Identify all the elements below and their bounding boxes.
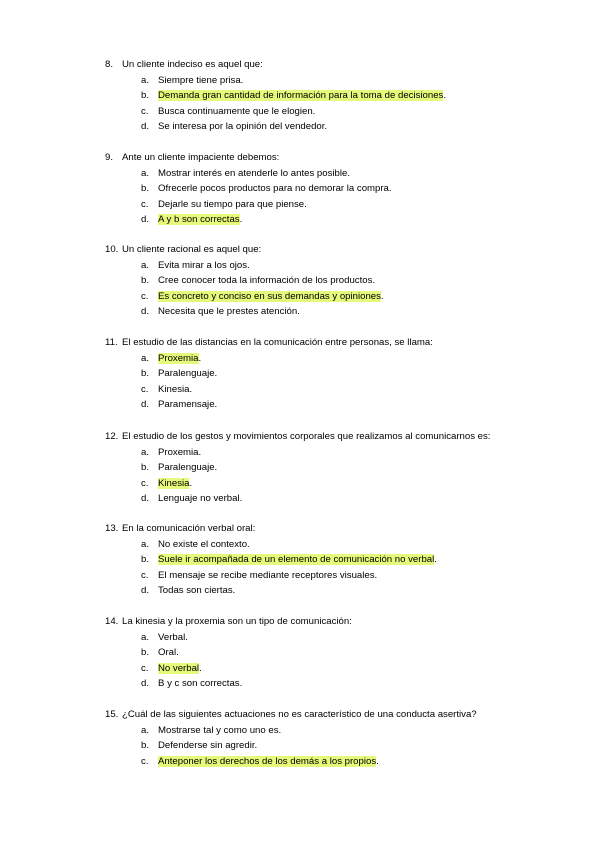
- option-text-wrapper: [158, 397, 217, 413]
- answer-option: [0, 537, 600, 553]
- option-letter: d.: [141, 214, 150, 225]
- option-text: Evita mirar a los ojos.: [158, 259, 250, 271]
- answer-option: [0, 568, 600, 584]
- option-text-wrapper: [158, 212, 242, 228]
- option-text: Todas son ciertas.: [158, 585, 236, 596]
- option-text-wrapper: [158, 583, 235, 599]
- highlighted-answer: Demanda gran cantidad de información para la toma de decisiones: [158, 90, 444, 101]
- option-letter: b.: [141, 183, 150, 194]
- option-suffix: .: [199, 662, 202, 674]
- option-text-wrapper: [158, 491, 242, 507]
- answer-option: [0, 351, 600, 367]
- option-text-wrapper: [158, 273, 375, 289]
- question-number: 9.: [105, 152, 114, 163]
- option-text: Cree conocer toda la información de los productos.: [158, 275, 376, 286]
- option-text-wrapper: [158, 73, 243, 89]
- answer-option: [0, 754, 600, 770]
- answer-option: [0, 366, 600, 382]
- question-number: 15.: [105, 709, 119, 720]
- answer-option: [0, 289, 600, 305]
- option-letter: c.: [141, 477, 149, 489]
- option-suffix: .: [380, 290, 384, 302]
- option-text: Paramensaje.: [158, 399, 218, 410]
- option-suffix: .: [376, 755, 379, 767]
- answer-option: [0, 476, 600, 492]
- option-text-wrapper: [158, 181, 392, 197]
- answer-option: [0, 676, 600, 692]
- option-text: Proxemia.: [158, 446, 202, 458]
- question-text: El estudio de las distancias en la comunicación entre personas, se llama:: [122, 337, 433, 348]
- answer-option: [0, 491, 600, 507]
- option-letter: c.: [141, 662, 149, 674]
- option-letter: a.: [141, 538, 150, 550]
- option-letter: b.: [141, 275, 150, 286]
- question-block: [0, 57, 600, 135]
- option-text: Paralenguaje.: [158, 462, 218, 473]
- option-text: Necesita que le prestes atención.: [158, 306, 300, 317]
- option-text-wrapper: [158, 476, 192, 492]
- answer-option: [0, 119, 600, 135]
- option-text: Mostrar interés en atenderle lo antes posible.: [158, 167, 350, 179]
- answer-option: [0, 166, 600, 182]
- question-number: 14.: [105, 616, 119, 627]
- option-text-wrapper: [158, 723, 281, 739]
- option-text-wrapper: [158, 537, 250, 553]
- option-text-wrapper: [158, 104, 315, 120]
- question-block: [0, 614, 600, 692]
- answer-option: [0, 181, 600, 197]
- answer-option: [0, 445, 600, 461]
- question-line: [0, 429, 600, 445]
- answer-option: [0, 304, 600, 320]
- option-letter: a.: [141, 446, 150, 458]
- question-text: En la comunicación verbal oral:: [122, 523, 256, 534]
- option-text-wrapper: [158, 630, 188, 646]
- answer-option: [0, 552, 600, 568]
- option-letter: b.: [141, 647, 150, 658]
- option-text: Siempre tiene prisa.: [158, 74, 244, 86]
- option-text: Verbal.: [158, 631, 188, 643]
- option-letter: c.: [141, 755, 149, 767]
- option-letter: d.: [141, 493, 150, 504]
- answer-option: [0, 197, 600, 213]
- answer-option: [0, 630, 600, 646]
- option-text: El mensaje se recibe mediante receptores visuales.: [158, 569, 378, 581]
- option-letter: d.: [141, 678, 150, 689]
- answer-option: [0, 88, 600, 104]
- highlighted-answer: Suele ir acompañada de un elemento de comunicación no verbal: [158, 554, 435, 565]
- option-text-wrapper: [158, 676, 242, 692]
- answer-option: [0, 723, 600, 739]
- option-letter: a.: [141, 352, 150, 364]
- option-letter: c.: [141, 290, 149, 302]
- option-letter: b.: [141, 740, 150, 751]
- option-letter: c.: [141, 105, 149, 117]
- option-text: Busca continuamente que le elogien.: [158, 105, 316, 117]
- option-suffix: .: [189, 477, 193, 489]
- answer-option: [0, 583, 600, 599]
- option-text: B y c son correctas.: [158, 678, 243, 689]
- option-letter: c.: [141, 198, 149, 210]
- question-text: Un cliente indeciso es aquel que:: [122, 59, 263, 70]
- option-text: Ofrecerle pocos productos para no demorar la compra.: [158, 183, 392, 194]
- question-line: [0, 150, 600, 166]
- option-text-wrapper: [158, 166, 350, 182]
- option-text-wrapper: [158, 382, 192, 398]
- question-block: [0, 150, 600, 228]
- option-text-wrapper: [158, 460, 217, 476]
- option-letter: b.: [141, 462, 150, 473]
- question-line: [0, 57, 600, 73]
- option-text-wrapper: [158, 289, 384, 305]
- option-text-wrapper: [158, 754, 379, 770]
- highlighted-answer: A y b son correctas: [158, 214, 240, 225]
- option-text: Kinesia.: [158, 383, 193, 395]
- option-letter: d.: [141, 121, 150, 132]
- option-text: Mostrarse tal y como uno es.: [158, 724, 282, 736]
- question-number: 12.: [105, 431, 119, 442]
- option-suffix: .: [198, 352, 202, 364]
- question-block: [0, 521, 600, 599]
- option-letter: d.: [141, 399, 150, 410]
- question-line: [0, 242, 600, 258]
- question-block: [0, 335, 600, 413]
- answer-option: [0, 738, 600, 754]
- option-suffix: .: [239, 214, 243, 225]
- question-block: [0, 429, 600, 507]
- option-text: Defenderse sin agredir.: [158, 740, 258, 751]
- highlighted-answer: Kinesia: [158, 477, 190, 489]
- option-letter: a.: [141, 259, 150, 271]
- question-number: 8.: [105, 59, 114, 70]
- option-letter: c.: [141, 569, 149, 581]
- option-letter: c.: [141, 383, 149, 395]
- option-text-wrapper: [158, 645, 179, 661]
- option-suffix: .: [443, 90, 446, 101]
- highlighted-answer: Anteponer los derechos de los demás a los propios: [158, 755, 377, 767]
- answer-option: [0, 661, 600, 677]
- option-text-wrapper: [158, 88, 446, 104]
- option-text-wrapper: [158, 351, 201, 367]
- option-text-wrapper: [158, 366, 217, 382]
- highlighted-answer: No verbal: [158, 662, 200, 674]
- answer-option: [0, 273, 600, 289]
- option-text-wrapper: [158, 445, 201, 461]
- option-text: Dejarle su tiempo para que piense.: [158, 198, 307, 210]
- answer-option: [0, 397, 600, 413]
- question-text: Un cliente racional es aquel que:: [122, 244, 262, 255]
- question-text: Ante un cliente impaciente debemos:: [122, 152, 280, 163]
- question-text: El estudio de los gestos y movimientos corporales que realizamos al comunicarnos es:: [122, 431, 491, 442]
- question-line: [0, 707, 600, 723]
- option-letter: b.: [141, 554, 150, 565]
- option-letter: d.: [141, 585, 150, 596]
- option-text: No existe el contexto.: [158, 538, 250, 550]
- option-suffix: .: [434, 554, 437, 565]
- option-text-wrapper: [158, 258, 250, 274]
- option-text-wrapper: [158, 197, 307, 213]
- option-letter: a.: [141, 631, 150, 643]
- option-text: Oral.: [158, 647, 179, 658]
- option-text-wrapper: [158, 661, 202, 677]
- option-letter: b.: [141, 90, 150, 101]
- answer-option: [0, 73, 600, 89]
- question-line: [0, 614, 600, 630]
- question-number: 13.: [105, 523, 119, 534]
- option-text: Paralenguaje.: [158, 368, 218, 379]
- option-letter: a.: [141, 724, 150, 736]
- question-line: [0, 521, 600, 537]
- option-letter: a.: [141, 74, 150, 86]
- answer-option: [0, 104, 600, 120]
- option-letter: d.: [141, 306, 150, 317]
- option-text-wrapper: [158, 568, 377, 584]
- answer-option: [0, 382, 600, 398]
- option-text: Lenguaje no verbal.: [158, 493, 243, 504]
- question-text: ¿Cuál de las siguientes actuaciones no es característico de una conducta asertiva?: [122, 709, 477, 720]
- highlighted-answer: Proxemia: [158, 352, 199, 364]
- question-block: [0, 242, 600, 320]
- question-line: [0, 335, 600, 351]
- option-letter: a.: [141, 167, 150, 179]
- question-number: 10.: [105, 244, 119, 255]
- option-text-wrapper: [158, 119, 327, 135]
- option-text-wrapper: [158, 552, 437, 568]
- option-text-wrapper: [158, 304, 300, 320]
- option-text-wrapper: [158, 738, 257, 754]
- answer-option: [0, 212, 600, 228]
- option-text: Se interesa por la opinión del vendedor.: [158, 121, 328, 132]
- question-block: [0, 707, 600, 769]
- highlighted-answer: Es concreto y conciso en sus demandas y opiniones: [158, 290, 381, 302]
- option-letter: b.: [141, 368, 150, 379]
- answer-option: [0, 258, 600, 274]
- answer-option: [0, 645, 600, 661]
- answer-option: [0, 460, 600, 476]
- question-number: 11.: [105, 337, 118, 348]
- question-text: La kinesia y la proxemia son un tipo de comunicación:: [122, 616, 352, 627]
